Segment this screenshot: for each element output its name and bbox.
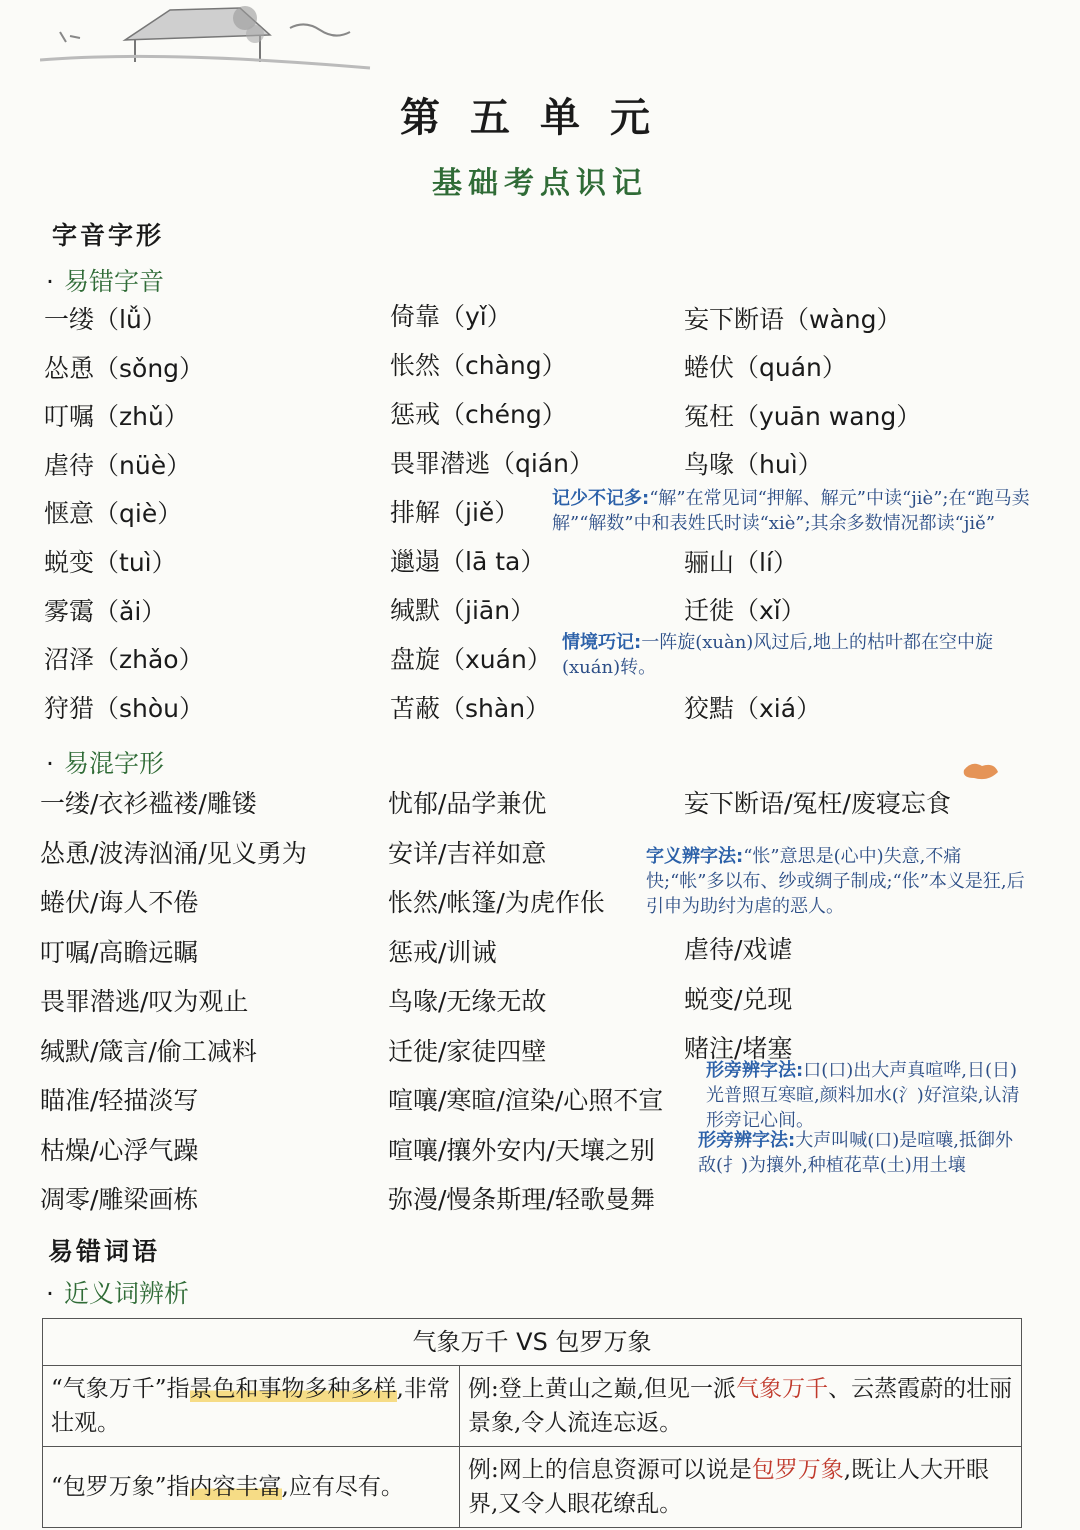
list-item	[44, 349, 204, 385]
list-item: 虐待/戏谑	[684, 935, 793, 964]
word: 叮嘱	[44, 402, 95, 432]
pinyin: （quán）	[734, 353, 847, 382]
word: 缄默	[390, 596, 441, 625]
list-item: 妄下断语/冤枉/废寝忘食	[684, 789, 951, 818]
word: 雾霭	[44, 596, 95, 626]
list-item	[44, 543, 177, 579]
page-title: 第五单元	[400, 94, 680, 141]
list-item	[390, 542, 545, 578]
list-item: 蜷伏/诲人不倦	[40, 888, 199, 917]
list-item	[44, 640, 204, 676]
list-item	[390, 444, 594, 480]
word: 怅然	[390, 351, 441, 380]
list-item	[684, 543, 798, 579]
example-cell: 例:登上黄山之巅,但见一派气象万千、云蒸霞蔚的壮丽景象,令人流连忘返。	[460, 1366, 1022, 1447]
list-item	[684, 591, 806, 627]
subheading-confusing-glyphs: · 易混字形	[46, 749, 164, 778]
list-item: 枯燥/心浮气躁	[40, 1135, 199, 1165]
pinyin: （ǎi）	[94, 596, 167, 626]
word: 怂恿	[44, 353, 95, 383]
word: 蜕变	[44, 548, 95, 577]
word: 狩猎	[44, 693, 95, 723]
example-cell: 例:网上的信息资源可以说是包罗万象,既让人大开眼界,又令人眼花缭乱。	[460, 1447, 1022, 1528]
word: 鸟喙	[684, 450, 735, 479]
list-item: 蜕变/兑现	[684, 985, 793, 1014]
note-memory-tip-jie: 记少不记多:“解”在常见词“押解、解元”中读“jiè”;在“跑马卖解”“解数”中和表姓氏时读“xiè”;其余多数情况都读“jiě”	[552, 488, 1030, 534]
list-item: 迁徙/家徒四壁	[388, 1036, 547, 1066]
list-item: 叮嘱/高瞻远瞩	[40, 937, 199, 967]
pinyin: （yuān wang）	[734, 402, 922, 431]
subheading-synonym-analysis: · 近义词辨析	[46, 1279, 189, 1308]
list-item: 忧郁/品学兼优	[388, 789, 547, 818]
table-row	[43, 1366, 1022, 1447]
list-item	[390, 346, 567, 382]
word: 惩戒	[390, 400, 441, 429]
list-item: 喧嚷/寒暄/渲染/心照不宣	[388, 1086, 664, 1115]
list-item	[44, 446, 191, 482]
pinyin: （shàn）	[440, 694, 551, 723]
pinyin: （lǚ）	[94, 305, 167, 334]
list-item: 安详/吉祥如意	[388, 838, 547, 868]
word: 排解	[390, 498, 441, 527]
list-item: 鸟喙/无缘无故	[388, 987, 547, 1016]
word: 一缕	[44, 305, 95, 334]
list-item: 赌注/堵塞	[684, 1034, 793, 1063]
list-item	[390, 591, 535, 627]
list-item: 惩戒/训诫	[388, 937, 497, 967]
word: 惬意	[44, 499, 95, 529]
note-radical-distinguish-2: 形旁辨字法:大声叫喊(口)是喧嚷,抵御外敌(扌)为攘外,种植花草(土)用土壤	[698, 1130, 1013, 1176]
list-item: 畏罪潜逃/叹为观止	[40, 987, 249, 1016]
pinyin: （lí）	[734, 548, 798, 577]
word: 倚靠	[390, 302, 441, 331]
pinyin: （xiá）	[734, 694, 822, 723]
list-item	[44, 397, 189, 433]
pinyin: （jiě）	[440, 498, 520, 527]
pinyin: （nüè）	[94, 450, 192, 480]
table-header: 气象万千 VS 包罗万象	[43, 1319, 1022, 1366]
list-item: 一缕/衣衫褴褛/雕镂	[40, 789, 257, 818]
note-meaning-distinguish: 字义辨字法:“怅”意思是(心中)失意,不痛快;“帐”多以布、纱或绸子制成;“伥”本义是狂,后引申为助纣为虐的恶人。	[646, 846, 1025, 917]
word: 妄下断语	[684, 305, 785, 334]
list-item	[684, 445, 823, 481]
table-row	[43, 1447, 1022, 1528]
list-item	[684, 689, 821, 725]
page-subtitle: 基础考点识记	[432, 166, 648, 201]
list-item: 怅然/帐篷/为虎作伥	[388, 888, 605, 917]
list-item	[44, 592, 166, 628]
list-item	[44, 300, 167, 336]
word: 畏罪潜逃	[390, 449, 491, 478]
word: 虐待	[44, 450, 95, 480]
pinyin: （tuì）	[94, 548, 177, 577]
list-item: 缄默/箴言/偷工减料	[40, 1036, 257, 1066]
pinyin: （zhǎo）	[94, 645, 204, 675]
pinyin: （jiān）	[440, 596, 536, 625]
word: 冤枉	[684, 402, 735, 431]
note-context-tip-xuan: 情境巧记:一阵旋(xuàn)风过后,地上的枯叶都在空中旋(xuán)转。	[562, 632, 994, 678]
paint-stain-decoration	[958, 756, 1008, 784]
section-heading-pronunciation-glyph: 字音字形	[52, 221, 165, 250]
pinyin: （qiè）	[94, 499, 183, 529]
list-item	[390, 493, 519, 529]
pinyin: （qián）	[490, 449, 594, 478]
word: 苫蔽	[390, 694, 441, 723]
subheading-easy-wrong-pronunciation: · 易错字音	[46, 267, 164, 296]
definition-cell: “气象万千”指景色和事物多种多样,非常壮观。	[43, 1366, 460, 1447]
list-item: 怂恿/波涛汹涌/见义勇为	[40, 838, 307, 868]
word: 狡黠	[684, 694, 735, 723]
ink-painting-decoration	[40, 0, 380, 75]
pinyin: （sǒng）	[94, 353, 205, 383]
pinyin: （zhǔ）	[94, 402, 189, 432]
pinyin: （shòu）	[94, 693, 205, 723]
pinyin: （chàng）	[440, 351, 567, 380]
section-heading-easy-wrong-words: 易错词语	[48, 1237, 161, 1266]
pinyin: （chéng）	[440, 400, 567, 429]
list-item: 喧嚷/攘外安内/天壤之别	[388, 1135, 655, 1165]
list-item	[44, 689, 204, 725]
word: 沼泽	[44, 645, 95, 675]
list-item	[684, 300, 902, 336]
pinyin: （xǐ）	[734, 596, 806, 625]
pinyin: （yǐ）	[440, 302, 512, 331]
list-item	[390, 395, 567, 431]
word: 邋遢	[390, 547, 441, 576]
pinyin: （lā ta）	[440, 547, 546, 576]
word: 蜷伏	[684, 353, 735, 382]
list-item	[390, 689, 550, 725]
list-item	[44, 494, 182, 530]
synonym-comparison-table	[42, 1318, 1022, 1528]
list-item	[684, 397, 921, 433]
definition-cell: “包罗万象”指内容丰富,应有尽有。	[43, 1447, 460, 1528]
list-item	[390, 640, 552, 676]
list-item	[390, 297, 512, 333]
word: 迁徙	[684, 596, 735, 625]
pinyin: （wàng）	[784, 305, 902, 334]
word: 盘旋	[390, 645, 441, 674]
list-item: 弥漫/慢条斯理/轻歌曼舞	[388, 1185, 655, 1214]
pinyin: （huì）	[734, 450, 823, 479]
list-item: 凋零/雕梁画栋	[40, 1185, 199, 1214]
pinyin: （xuán）	[440, 645, 552, 674]
list-item: 瞄准/轻描淡写	[40, 1086, 199, 1115]
list-item	[684, 348, 847, 384]
note-radical-distinguish-1: 形旁辨字法:口(口)出大声真喧哗,日(日)光普照互寒暄,颜料加水(氵)好渲染,认清形旁记心间。	[706, 1060, 1020, 1131]
word: 骊山	[684, 548, 735, 577]
